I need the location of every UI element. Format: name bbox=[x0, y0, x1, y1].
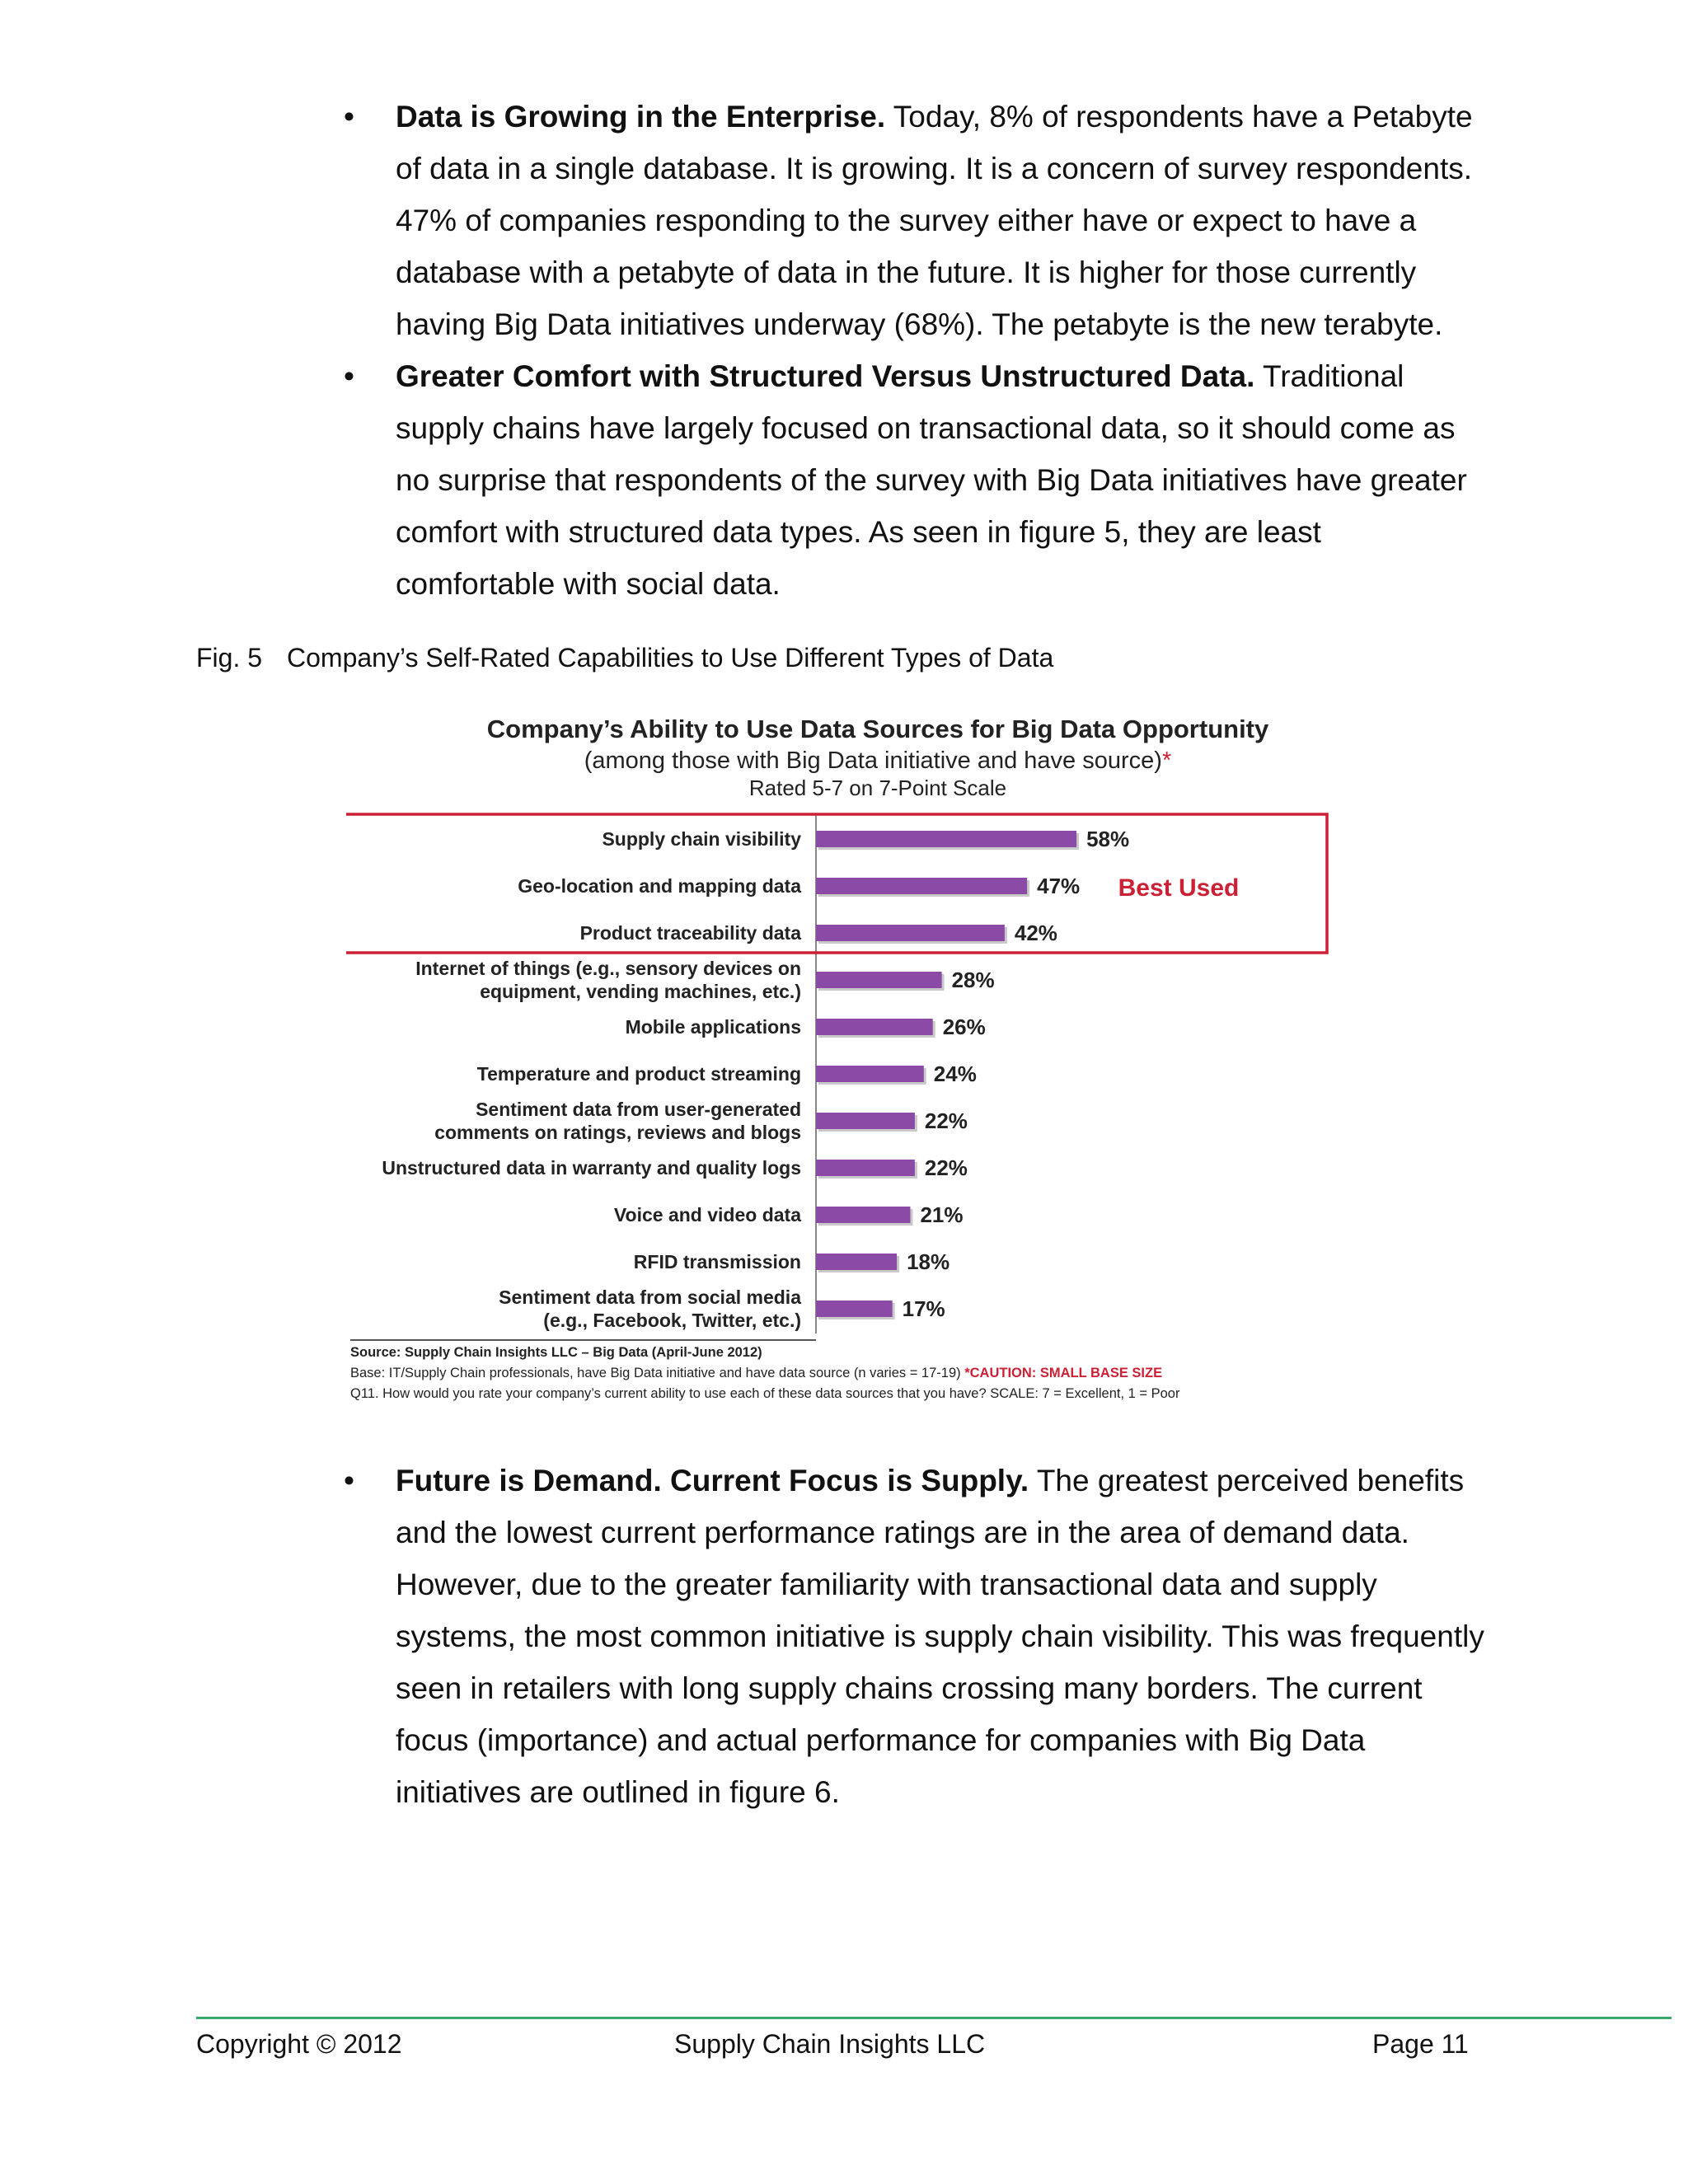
bar-value-label: 47% bbox=[1037, 874, 1081, 898]
category-label: Geo-location and mapping data bbox=[518, 875, 801, 897]
figure-title: Company’s Self-Rated Capabilities to Use Different Types of Data bbox=[287, 643, 1054, 673]
bar-value-label: 58% bbox=[1086, 827, 1130, 851]
bar bbox=[816, 1113, 915, 1129]
bullet-demand-supply bbox=[334, 1455, 1488, 1818]
chart-base-text: Base: IT/Supply Chain professionals, have Big Data initiative and have data source (n varies = 17-19) bbox=[350, 1366, 965, 1380]
highlight-label: Best Used bbox=[1118, 874, 1240, 902]
bullet-data-growing bbox=[334, 91, 1488, 350]
category-label: Mobile applications bbox=[625, 1016, 801, 1038]
bar-value-label: 42% bbox=[1014, 921, 1057, 945]
bullet-text: The greatest perceived benefits and the lowest current performance ratings are in the area of demand data. However, due to the greater familiarity with transactional data and supply systems, the most common initiative is supply chain visibility. This was frequently seen in retailers with long supply chains crossing many borders. The current focus (importance) and actual performance for companies with Big Data initiatives are outlined in figure 6. bbox=[396, 1464, 1484, 1809]
bullet-heading: Data is Growing in the Enterprise. bbox=[396, 100, 886, 134]
bar bbox=[816, 1066, 924, 1082]
category-label: comments on ratings, reviews and blogs bbox=[434, 1122, 801, 1143]
category-label: Temperature and product streaming bbox=[476, 1063, 801, 1085]
bullet-heading: Future is Demand. Current Focus is Supply. bbox=[396, 1464, 1029, 1497]
bar-chart bbox=[346, 717, 1343, 1409]
chart-scale-note: Rated 5-7 on 7-Point Scale bbox=[748, 776, 1007, 800]
category-label: Internet of things (e.g., sensory devices on bbox=[415, 958, 801, 979]
chart-subtitle bbox=[584, 748, 1172, 774]
bar bbox=[816, 878, 1027, 894]
chart-source: Source: Supply Chain Insights LLC – Big Data (April-June 2012) bbox=[350, 1345, 762, 1360]
bullet-text: Traditional supply chains have largely focused on transactional data, so it should come as no surprise that respondents of the survey with Big Data initiatives have greater comfort with structured data types. As seen in figure 5, they are least comfortable with social data. bbox=[396, 359, 1467, 601]
bullet-list-top bbox=[334, 91, 1488, 610]
chart-question-note: Q11. How would you rate your company’s current ability to use each of these data sources that you have? SCALE: 7 = Excellent, 1 = Poor bbox=[350, 1386, 1180, 1401]
chart-subtitle-text: (among those with Big Data initiative and have source) bbox=[584, 748, 1162, 774]
chart-caution: *CAUTION: SMALL BASE SIZE bbox=[964, 1366, 1163, 1380]
bar bbox=[816, 972, 942, 988]
bar-value-label: 18% bbox=[907, 1249, 950, 1274]
bar bbox=[816, 925, 1005, 941]
category-label: Product traceability data bbox=[579, 922, 801, 944]
category-label: (e.g., Facebook, Twitter, etc.) bbox=[543, 1310, 801, 1331]
bar bbox=[816, 831, 1076, 847]
category-label: Unstructured data in warranty and quality logs bbox=[382, 1157, 801, 1179]
chart-title: Company’s Ability to Use Data Sources for Big Data Opportunity bbox=[486, 717, 1269, 743]
category-label: Voice and video data bbox=[613, 1204, 801, 1226]
footer-divider bbox=[196, 2017, 1672, 2019]
footer-company: Supply Chain Insights LLC bbox=[674, 2029, 986, 2059]
category-label: Sentiment data from social media bbox=[499, 1286, 801, 1308]
bullet-text: Today, 8% of respondents have a Petabyte of data in a single database. It is growing. It is a concern of survey respondents. 47% of companies responding to the survey either have or expect to have a database with a petabyte of data in the future. It is higher for those currently having Big Data initiatives underway (68%). The petabyte is the new terabyte. bbox=[396, 100, 1473, 341]
bar-value-label: 24% bbox=[933, 1062, 977, 1086]
chart-base-note bbox=[350, 1366, 1162, 1380]
bar-value-label: 28% bbox=[951, 968, 995, 992]
bar bbox=[816, 1207, 910, 1223]
bar-value-label: 22% bbox=[924, 1108, 968, 1133]
bar-value-label: 21% bbox=[920, 1202, 964, 1227]
bar-value-label: 17% bbox=[902, 1296, 945, 1321]
category-label: RFID transmission bbox=[633, 1251, 801, 1272]
footer-copyright: Copyright © 2012 bbox=[196, 2029, 402, 2059]
bar-chart-figure bbox=[346, 717, 1343, 1409]
bar bbox=[816, 1301, 893, 1317]
category-label: Supply chain visibility bbox=[602, 828, 801, 850]
category-label: Sentiment data from user-generated bbox=[476, 1099, 801, 1120]
bar-value-label: 22% bbox=[924, 1155, 968, 1180]
bullet-list-bottom bbox=[334, 1455, 1488, 1818]
bullet-icon: • bbox=[344, 359, 354, 393]
bullet-heading: Greater Comfort with Structured Versus Unstructured Data. bbox=[396, 359, 1255, 393]
figure-number: Fig. 5 bbox=[196, 643, 263, 673]
category-label: equipment, vending machines, etc.) bbox=[480, 981, 801, 1002]
bullet-icon: • bbox=[344, 100, 354, 134]
figure-caption bbox=[196, 643, 1053, 673]
bar bbox=[816, 1160, 915, 1176]
bar bbox=[816, 1019, 933, 1035]
chart-subtitle-asterisk: * bbox=[1161, 748, 1172, 774]
footer-page-number: Page 11 bbox=[1372, 2029, 1469, 2059]
bar-value-label: 26% bbox=[942, 1015, 986, 1039]
bullet-icon: • bbox=[344, 1464, 354, 1497]
bullet-structured-data bbox=[334, 350, 1488, 610]
bar bbox=[816, 1254, 897, 1270]
